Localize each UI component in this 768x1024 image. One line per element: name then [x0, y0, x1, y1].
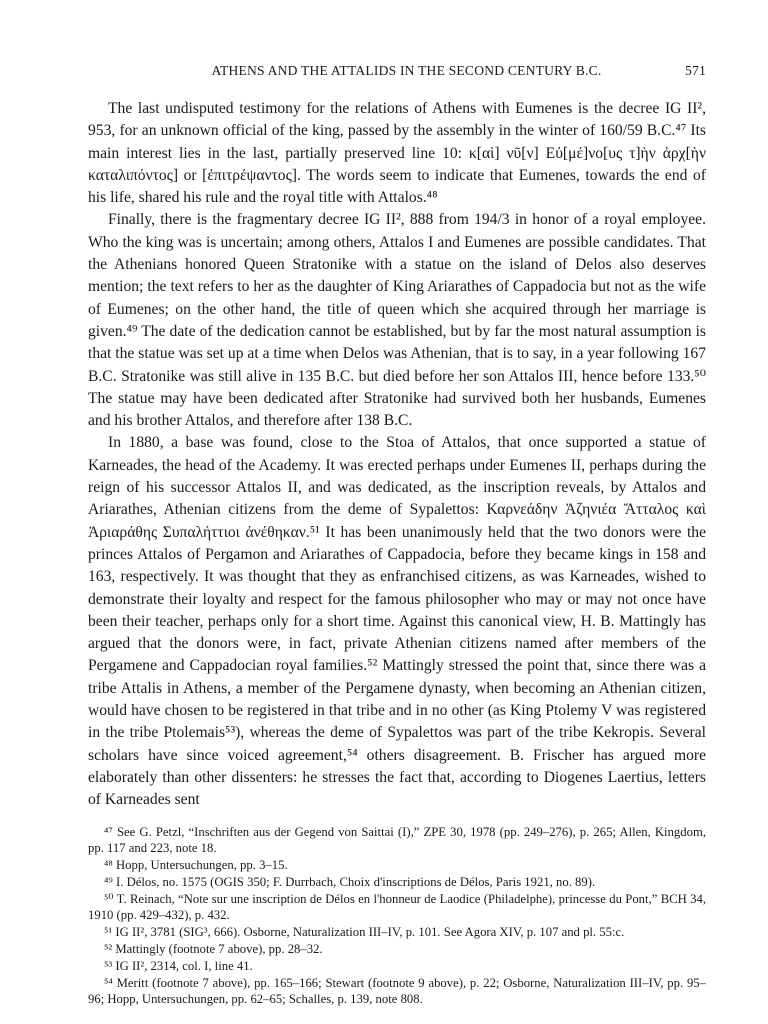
footnote: ⁴⁸ Hopp, Untersuchungen, pp. 3–15.	[104, 858, 288, 873]
footnote: ⁵² Mattingly (footnote 7 above), pp. 28–32.	[104, 942, 323, 957]
footnote: ⁵⁴ Meritt (footnote 7 above), pp. 165–166; Stewart (footnote 9 above), p. 22; Osborne, Naturalization III–IV, pp. 95–96; Hopp, Untersuchungen, pp. 62–65; Schalles, p. 139, note 808.	[88, 975, 706, 1007]
paragraph: Finally, there is the fragmentary decree IG II², 888 from 194/3 in honor of a royal employee. Who the king was is uncertain; among others, Attalos I and Eumenes are possible candidates. That the Athenians honored Queen Stratonike with a statue on the island of Delos also deserves mention; the text refers to her as the daughter of King Ariarathes of Cappadocia but not as the wife of Eumenes; on the other hand, the title of queen which she acquired through her marriage is given.⁴⁹ The date of the dedication cannot be established, but by far the most natural assumption is that the statue was set up at a time when Delos was Athenian, that is to say, in a year following 167 B.C. Stratonike was still alive in 135 B.C. but died before her son Attalos III, hence before 133.⁵⁰ The statue may have been dedicated after Stratonike had survived both her husbands, Eumenes and his brother Attalos, and therefore after 138 B.C.	[88, 211, 706, 430]
running-header	[88, 62, 706, 80]
footnotes	[88, 824, 706, 1009]
paragraph: In 1880, a base was found, close to the Stoa of Attalos, that once supported a statue of Karneades, the head of the Academy. It was erected perhaps under Eumenes II, perhaps during the reign of his successor Attalos II, and was dedicated, as the inscription reveals, by Attalos and Ariarathes, Athenian citizens from the deme of Sypalettos: Καρνεάδην Ἀζηνιέα Ἄτταλος καὶ Ἀριαράθης Συπαλήττιοι ἀνέθηκαν.⁵¹ It has been unanimously held that the two donors were the princes Attalos of Pergamon and Ariarathes of Cappadocia, before they became kings in 158 and 163, respectively. It was thought that they as enfranchised citizens, as was Karneades, wished to demonstrate their loyalty and respect for the famous philosopher who may or may not once have been their teacher, perhaps only for a short time. Against this canonical view, H. B. Mattingly has argued that the donors were, in fact, private Athenian citizens named after members of the Pergamene and Cappadocian royal families.⁵² Mattingly stressed the point that, since there was a tribe Attalis in Athens, a member of the Pergamene dynasty, when becoming an Athenian citizen, would have chosen to be registered in that tribe and in no other (as King Ptolemy V was registered in the tribe Ptolemais⁵³), whereas the deme of Sypalettos was part of the tribe Kekropis. Several scholars have since voiced agreement,⁵⁴ others disagreement. B. Frischer has argued more elaborately than other dissenters: he stresses the fact that, according to Diogenes Laertius, letters of Karneades sent	[88, 434, 706, 809]
footnote: ⁴⁷ See G. Petzl, “Inschriften aus der Gegend von Saittai (I),” ZPE 30, 1978 (pp. 249–276), p. 265; Allen, Kingdom, pp. 117 and 223, note 18.	[88, 824, 706, 856]
running-title: ATHENS AND THE ATTALIDS IN THE SECOND CENTURY B.C.	[211, 63, 602, 78]
page-number: 571	[685, 63, 706, 78]
footnote: ⁵⁰ T. Reinach, “Note sur une inscription de Délos en l'honneur de Laodice (Philadelphe), princesse du Pont,” BCH 34, 1910 (pp. 429–432), p. 432.	[88, 891, 706, 923]
footnote: ⁴⁹ I. Délos, no. 1575 (OGIS 350; F. Durrbach, Choix d'inscriptions de Délos, Paris 1921, no. 89).	[104, 874, 596, 889]
body-text	[88, 98, 706, 812]
page	[88, 62, 706, 1008]
footnote: ⁵¹ IG II², 3781 (SIG³, 666). Osborne, Naturalization III–IV, p. 101. See Agora XIV, p. 107 and pl. 55:c.	[104, 925, 625, 940]
paragraph: The last undisputed testimony for the relations of Athens with Eumenes is the decree IG II², 953, for an unknown official of the king, passed by the assembly in the winter of 160/59 B.C.⁴⁷ Its main interest lies in the last, partially preserved line 10: κ[αὶ] νῦ[ν] Εὐ[μέ]νο[υς τ]ὴν ἀρχ[ὴν καταλιπόντος] or [ἐπιτρέψαντος]. The words seem to indicate that Eumenes, towards the end of his life, shared his rule and the royal title with Attalos.⁴⁸	[88, 100, 706, 207]
footnote: ⁵³ IG II², 2314, col. I, line 41.	[104, 958, 253, 973]
